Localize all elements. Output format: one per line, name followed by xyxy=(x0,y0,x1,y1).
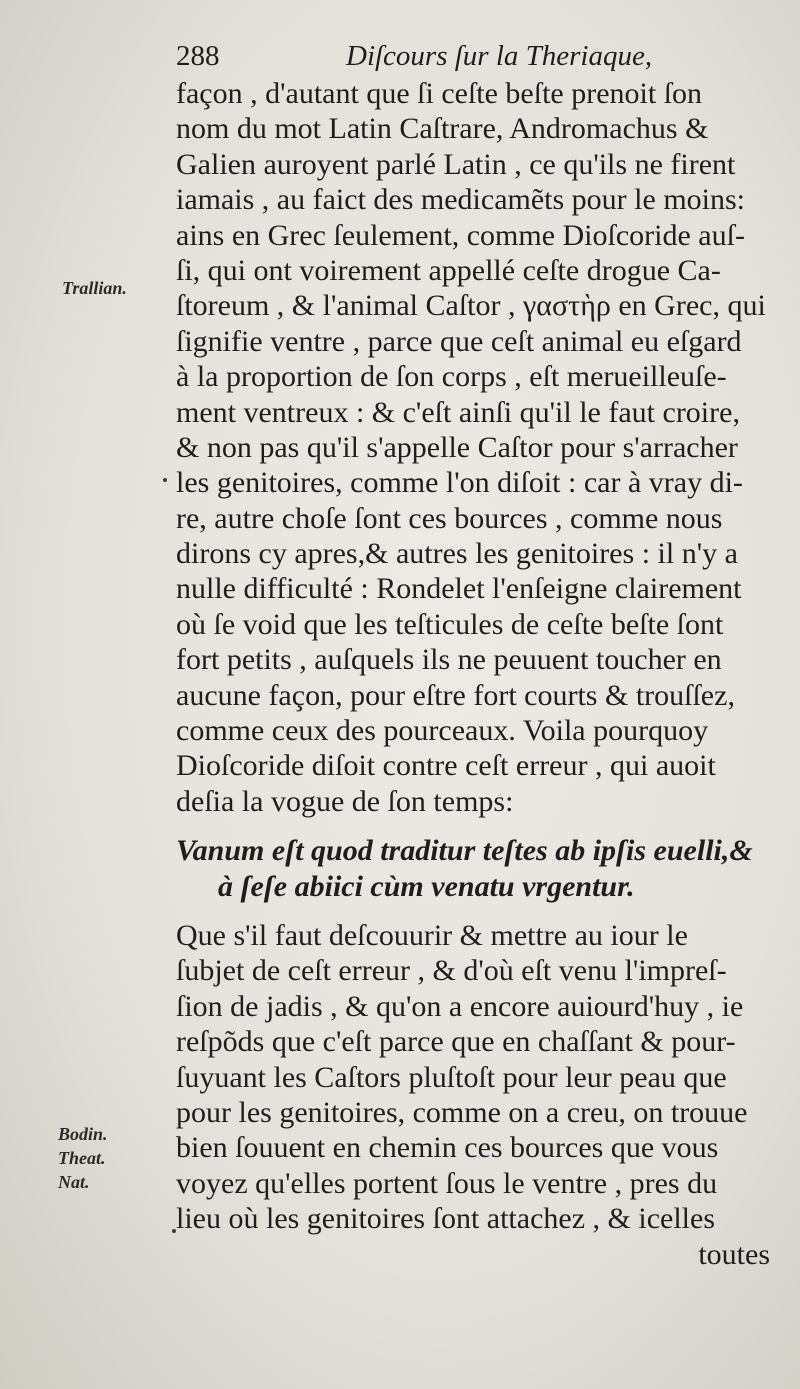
margin-note-line: Nat. xyxy=(58,1172,90,1192)
catchword: toutes xyxy=(698,1237,770,1271)
text-line: lieu où les genitoires ſont attachez , & icelles xyxy=(176,1202,715,1236)
text-line: & non pas qu'il s'appelle Caſtor pour s'arracher xyxy=(176,430,738,464)
text-line: bien ſouuent en chemin ces bources que vous xyxy=(176,1131,719,1165)
text-line: ſion de jadis , & qu'on a encore auiourd'huy , ie xyxy=(176,989,744,1023)
text-line: ains en Grec ſeulement, comme Dioſcoride auſ- xyxy=(176,218,745,252)
text-line: re, autre choſe ſont ces bources , comme nous xyxy=(176,501,723,535)
margin-note-line: Theat. xyxy=(58,1148,106,1168)
margin-note-line: Bodin. xyxy=(58,1124,108,1144)
text-line: ſignifie ventre , parce que ceſt animal eu eſgard xyxy=(176,324,742,358)
text-line: voyez qu'elles portent ſous le ventre , pres du xyxy=(176,1166,718,1200)
ink-speck xyxy=(163,478,167,482)
text-body xyxy=(176,76,788,1272)
text-line: dirons cy apres,& autres les genitoires : il n'y a xyxy=(176,537,738,571)
text-line: façon , d'autant que ſi ceſte beſte prenoit ſon xyxy=(176,77,703,110)
text-line: où ſe void que les teſticules de ceſte beſte ſont xyxy=(176,607,724,641)
text-line: nom du mot Latin Caſtrare, Andromachus & xyxy=(176,112,709,146)
text-line: pour les genitoires, comme on a creu, on trouue xyxy=(176,1095,748,1129)
ink-speck xyxy=(172,1229,176,1233)
text-line: comme ceux des pourceaux. Voila pourquoy xyxy=(176,714,709,748)
text-line: à la proportion de ſon corps , eſt merueilleuſe- xyxy=(176,360,727,394)
text-line: ſtoreum , & l'animal Caſtor , γαστὴρ en Grec, qui xyxy=(176,289,766,323)
text-line: ſi, qui ont voirement appellé ceſte drogue Ca- xyxy=(176,253,721,287)
latin-quote-line: Vanum eſt quod traditur teſtes ab ipſis euelli,& xyxy=(176,834,753,868)
text-line: iamais , au faict des medicamẽts pour le moins: xyxy=(176,183,746,217)
text-line: Dioſcoride diſoit contre ceſt erreur , qui auoit xyxy=(176,749,716,783)
running-title: Diſcours ſur la Theriaque, xyxy=(346,40,653,72)
text-line: aucune façon, pour eſtre fort courts & trouſſez, xyxy=(176,678,735,712)
text-line: reſpõds que c'eſt parce que en chaſſant & pour- xyxy=(176,1025,736,1059)
text-line: nulle difficulté : Rondelet l'enſeigne clairement xyxy=(176,572,742,606)
page-number: 288 xyxy=(176,40,220,72)
text-line: fort petits , auſquels ils ne peuuent toucher en xyxy=(176,643,722,677)
page-header xyxy=(176,40,776,80)
text-line: Galien auroyent parlé Latin , ce qu'ils ne firent xyxy=(176,147,736,181)
text-line: deſia la vogue de ſon temps: xyxy=(176,784,514,818)
text-line: ment ventreux : & c'eſt ainſi qu'il le faut croire, xyxy=(176,395,740,429)
text-line: Que s'il faut deſcouurir & mettre au iour le xyxy=(176,918,688,952)
text-line: ſubjet de ceſt erreur , & d'où eſt venu l'impreſ- xyxy=(176,954,727,988)
latin-quote-line: à ſeſe abiici cùm venatu vrgentur. xyxy=(218,869,635,903)
text-line: ſuyuant les Caſtors pluſtoſt pour leur peau que xyxy=(176,1060,727,1094)
margin-note-bodin xyxy=(58,1122,108,1194)
margin-note-trallian: Trallian. xyxy=(62,278,127,298)
text-line: les genitoires, comme l'on diſoit : car à vray di- xyxy=(176,466,743,500)
